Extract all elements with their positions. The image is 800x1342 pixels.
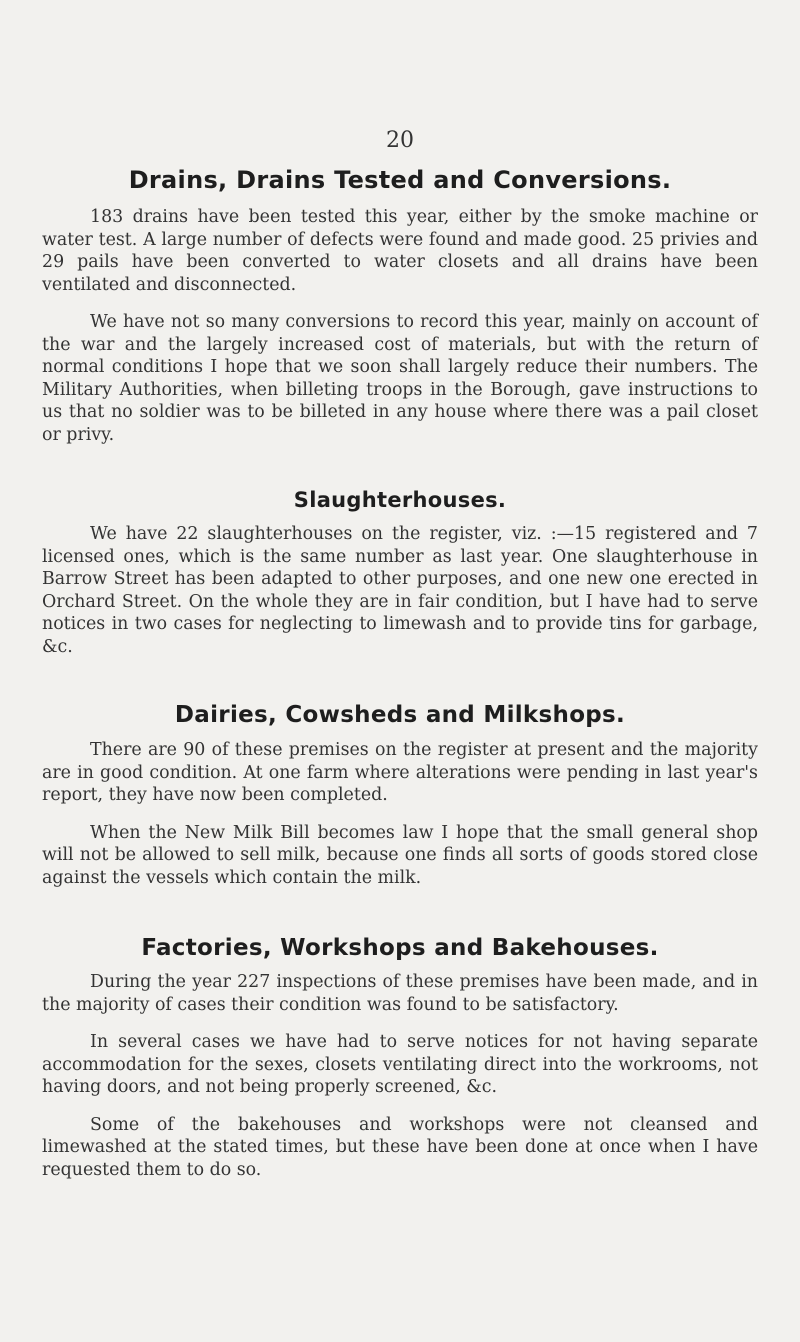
section-drains bbox=[42, 166, 758, 446]
page-number: 20 bbox=[386, 128, 414, 153]
section-dairies bbox=[42, 702, 758, 889]
heading-dairies: Dairies, Cowsheds and Milkshops. bbox=[174, 702, 626, 728]
heading-slaughterhouses: Slaughterhouses. bbox=[293, 488, 507, 512]
paragraph-factories-1: During the year 227 inspections of these premises have been made, and in the majority of cases their condition was found to be satisfactory. bbox=[42, 972, 758, 1015]
page-content bbox=[42, 166, 758, 1181]
heading-drains: Drains, Drains Tested and Conversions. bbox=[128, 166, 672, 194]
section-slaughterhouses bbox=[42, 488, 758, 658]
paragraph-drains-2: We have not so many conversions to record this year, mainly on account of the war and the largely increased cost of materials, but with the return of normal conditions I hope that we soon shall largely reduce their numbers. The Military Authorities, when billeting troops in the Borough, gave instructions to us that no soldier was to be billeted in any house where there was a pail closet or privy. bbox=[42, 312, 758, 445]
paragraph-factories-2: In several cases we have had to serve notices for not having separate accommodation for the sexes, closets ventilating direct into the workrooms, not having doors, and not being properly screened, &c. bbox=[42, 1032, 758, 1097]
paragraph-factories-3: Some of the bakehouses and workshops were not cleansed and limewashed at the stated times, but these have been done at once when I have requested them to do so. bbox=[42, 1114, 758, 1180]
paragraph-dairies-2: When the New Milk Bill becomes law I hope that the small general shop will not be allowed to sell milk, because one finds all sorts of goods stored close against the vessels which contain the milk. bbox=[42, 822, 758, 888]
section-factories bbox=[42, 935, 758, 1181]
paragraph-slaughterhouses-1: We have 22 slaughterhouses on the register, viz. :—15 registered and 7 licensed ones, which is the same number as last year. One slaughterhouse in Barrow Street has been adapted to other purposes, and one new one erected in Orchard Street. On the whole they are in fair condition, but I have had to serve notices in two cases for neglecting to limewash and to provide tins for garbage, &c. bbox=[42, 524, 758, 657]
paragraph-dairies-1: There are 90 of these premises on the register at present and the majority are in good condition. At one farm where alterations were pending in last year's report, they have now been completed. bbox=[42, 740, 758, 805]
paragraph-drains-1: 183 drains have been tested this year, either by the smoke machine or water test. A large number of defects were found and made good. 25 privies and 29 pails have been converted to water closets and all drains have been ventilated and disconnected. bbox=[42, 207, 758, 295]
heading-factories: Factories, Workshops and Bakehouses. bbox=[141, 935, 659, 961]
